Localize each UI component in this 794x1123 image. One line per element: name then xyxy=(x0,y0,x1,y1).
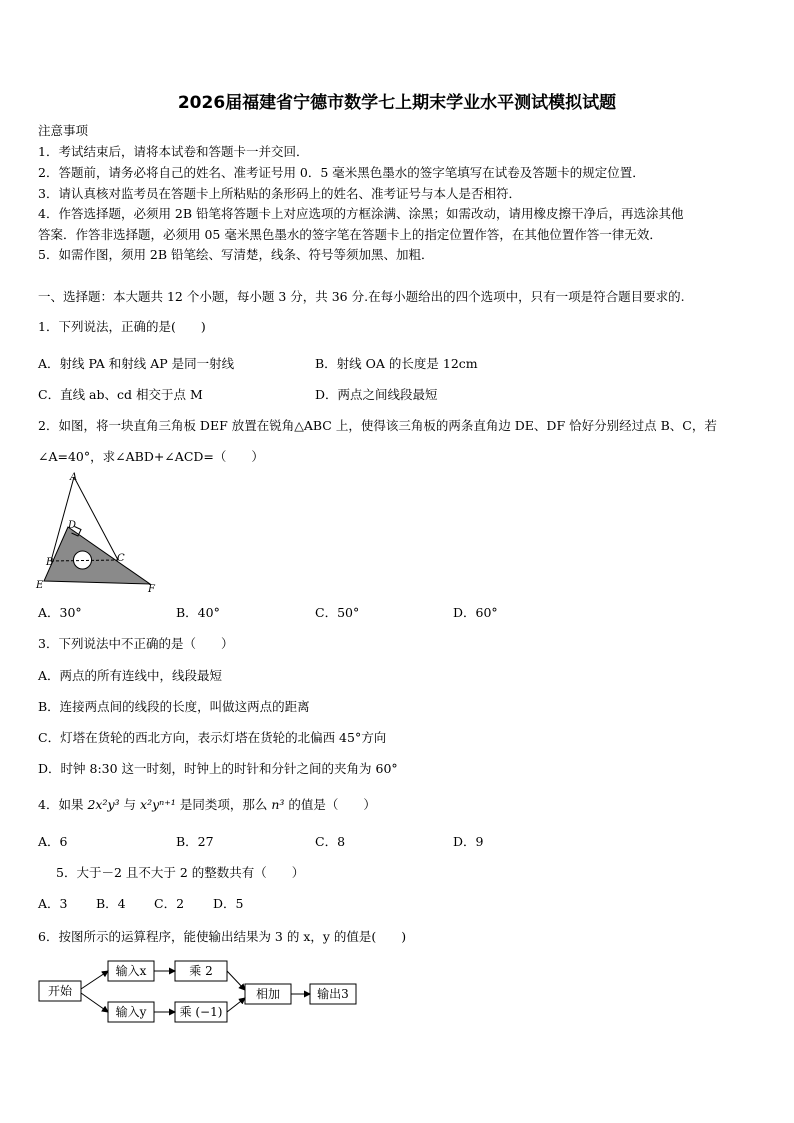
question-5-option-d: D．5 xyxy=(213,896,244,911)
question-2-stem-line1: 2．如图，将一块直角三角板 DEF 放置在锐角△ABC 上，使得该三角板的两条直角边 DE、DF 恰好分别经过点 B、C，若 xyxy=(38,418,717,433)
note-item: 2．答题前，请务必将自己的姓名、准考证号用 0．5 毫米黑色墨水的签字笔填写在试卷及答题卡的规定位置． xyxy=(38,165,645,180)
flow-add: 相加 xyxy=(255,987,281,1001)
note-item: 答案．作答非选择题，必须用 05 毫米黑色墨水的签字笔在答题卡上的指定位置作答，在其他位置作答一律无效． xyxy=(38,227,662,242)
question-2-option-c: C．50° xyxy=(315,605,360,620)
page-title: 2026届福建省宁德市数学七上期末学业水平测试模拟试题 xyxy=(177,93,617,113)
section-heading: 一、选择题：本大题共 12 个小题，每小题 3 分，共 36 分.在每小题给出的四个选项中，只有一项是符合题目要求的. xyxy=(38,289,685,304)
question-1-option-b: B．射线 OA 的长度是 12cm xyxy=(315,356,478,371)
flow-multiply-neg1: 乘 (−1) xyxy=(179,1005,223,1019)
question-1-option-a: A．射线 PA 和射线 AP 是同一射线 xyxy=(38,356,235,371)
label-e: E xyxy=(36,580,44,591)
note-item: 4．作答选择题，必须用 2B 铅笔将答题卡上对应选项的方框涂满、涂黑；如需改动，请用橡皮擦干净后，再选涂其他 xyxy=(38,206,684,221)
question-2-option-a: A．30° xyxy=(38,605,82,620)
label-a: A xyxy=(70,472,78,483)
flow-input-y: 输入y xyxy=(115,1005,147,1019)
question-6-stem: 6．按图所示的运算程序，能使输出结果为 3 的 x，y 的值是( ) xyxy=(38,929,407,944)
question-6-flowchart xyxy=(30,952,370,1030)
question-4-expr-1: 2x²y³ xyxy=(87,797,120,812)
question-3-option-c: C．灯塔在货轮的西北方向，表示灯塔在货轮的北偏西 45°方向 xyxy=(38,730,387,745)
triangle-def xyxy=(44,527,150,584)
question-4-option-a: A．6 xyxy=(38,834,68,849)
question-1-option-c: C．直线 ab、cd 相交于点 M xyxy=(38,387,203,402)
question-3-option-d: D．时钟 8:30 这一时刻，时钟上的时针和分针之间的夹角为 60° xyxy=(38,761,398,776)
question-1-stem: 1．下列说法，正确的是( ) xyxy=(38,319,206,334)
question-5-option-c: C．2 xyxy=(154,896,185,911)
question-2-stem-line2: ∠A=40°，求∠ABD+∠ACD=（ ） xyxy=(38,449,264,464)
question-4-option-d: D．9 xyxy=(453,834,484,849)
question-5-option-b: B．4 xyxy=(96,896,126,911)
question-4-stem xyxy=(38,795,376,813)
flow-start: 开始 xyxy=(47,984,73,998)
flow-input-x: 输入x xyxy=(115,964,147,978)
question-2-option-b: B．40° xyxy=(176,605,220,620)
question-3-option-b: B．连接两点间的线段的长度，叫做这两点的距离 xyxy=(38,699,310,714)
question-4-mid: 与 xyxy=(123,797,137,812)
note-item: 5．如需作图，须用 2B 铅笔绘、写清楚，线条、符号等须加黑、加粗． xyxy=(38,247,434,262)
question-2-figure xyxy=(30,468,170,596)
label-b: B xyxy=(46,557,54,568)
question-3-stem: 3．下列说法中不正确的是（ ） xyxy=(38,636,234,651)
question-4-suffix-1: 是同类项，那么 xyxy=(179,797,268,812)
question-4-expr-3: n³ xyxy=(271,797,285,812)
question-4-prefix: 4．如果 xyxy=(38,797,84,812)
label-f: F xyxy=(148,584,155,595)
question-5-stem: 5．大于－2 且不大于 2 的整数共有（ ） xyxy=(56,865,305,880)
note-item: 3．请认真核对监考员在答题卡上所粘贴的条形码上的姓名、准考证号与本人是否相符． xyxy=(38,186,521,201)
question-4-option-b: B．27 xyxy=(176,834,214,849)
question-1-option-d: D．两点之间线段最短 xyxy=(315,387,438,402)
label-c: C xyxy=(117,553,125,564)
flow-multiply-2: 乘 2 xyxy=(189,964,213,978)
note-item: 1．考试结束后，请将本试卷和答题卡一并交回． xyxy=(38,144,309,159)
question-4-option-c: C．8 xyxy=(315,834,346,849)
question-4-suffix-2: 的值是（ ） xyxy=(288,797,376,812)
flow-output: 输出3 xyxy=(317,987,349,1001)
question-2-option-d: D．60° xyxy=(453,605,498,620)
question-3-option-a: A．两点的所有连线中，线段最短 xyxy=(38,668,223,683)
notes-heading: 注意事项 xyxy=(38,123,89,138)
question-4-expr-2: x²yⁿ⁺¹ xyxy=(140,797,176,812)
question-5-option-a: A．3 xyxy=(38,896,68,911)
label-d: D xyxy=(68,520,77,531)
